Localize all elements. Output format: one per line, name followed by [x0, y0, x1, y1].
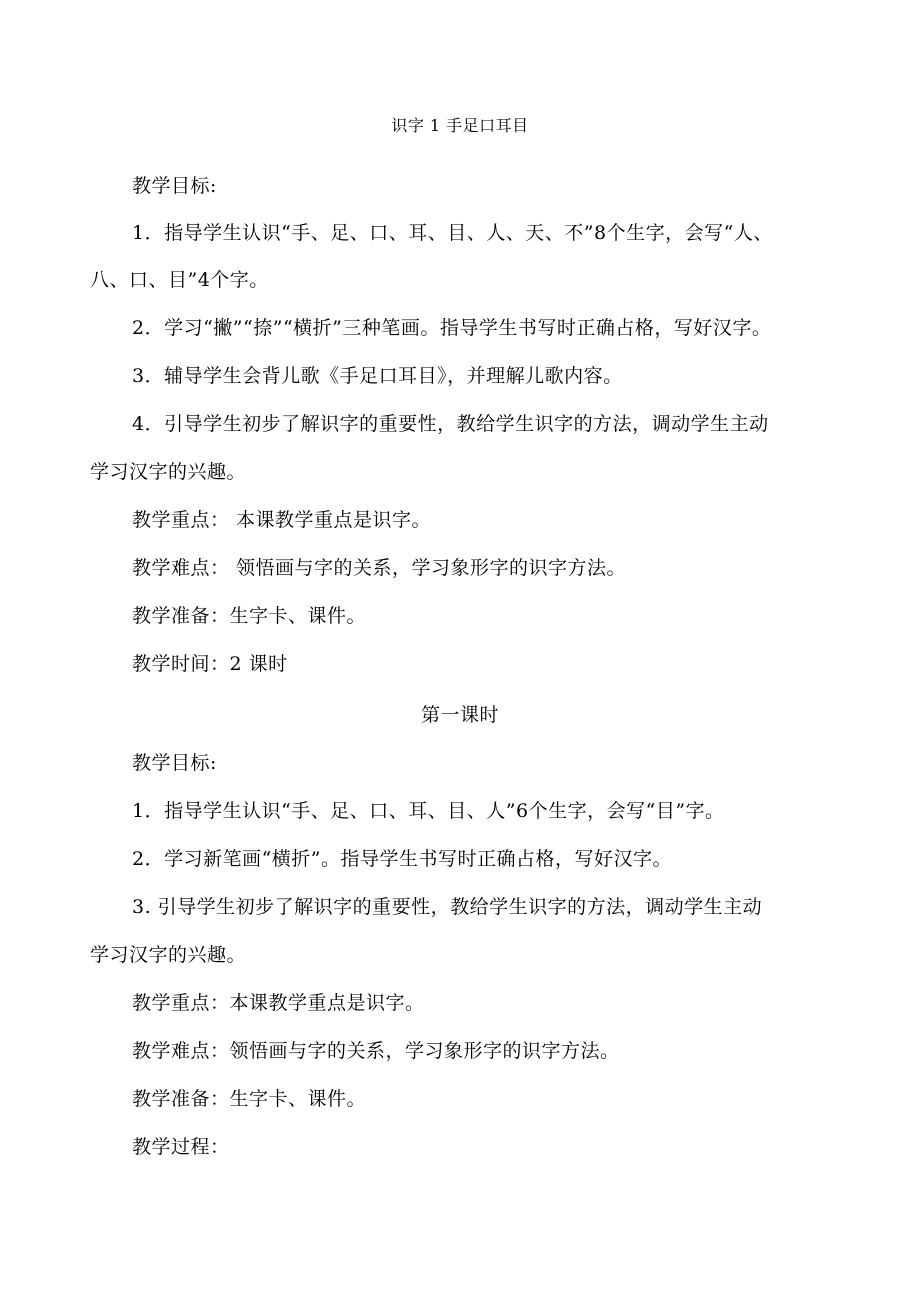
- lesson-1-objective-3-line-2: 学习汉字的兴趣。: [90, 944, 247, 966]
- preparation: 教学准备：生字卡、课件。: [132, 605, 367, 627]
- key-point: 教学重点： 本课教学重点是识字。: [132, 509, 432, 531]
- lesson-1-objective-3-line-1: 3. 引导学生初步了解识字的重要性，教给学生识字的方法，调动学生主动: [132, 896, 763, 918]
- objective-4-line-2: 学习汉字的兴趣。: [90, 461, 247, 483]
- objective-4-line-1: 4．引导学生初步了解识字的重要性，教给学生识字的方法，调动学生主动: [132, 413, 769, 435]
- lesson-1-objective-1: 1．指导学生认识“手、足、口、耳、目、人”6个生字，会写“目”字。: [132, 800, 725, 822]
- difficulty: 教学难点： 领悟画与字的关系，学习象形字的识字方法。: [132, 557, 627, 579]
- lesson-1-preparation: 教学准备：生字卡、课件。: [132, 1088, 367, 1110]
- lesson-1-key-point: 教学重点：本课教学重点是识字。: [132, 992, 425, 1014]
- objective-3: 3．辅导学生会背儿歌《手足口耳目》，并理解儿歌内容。: [132, 365, 623, 387]
- objectives-heading: 教学目标:: [132, 175, 217, 197]
- lesson-1-objective-2: 2．学习新笔画“横折”。指导学生书写时正确占格，写好汉字。: [132, 848, 673, 870]
- teaching-time: 教学时间：2 课时: [132, 653, 288, 675]
- objective-1-line-1: 1．指导学生认识“手、足、口、耳、目、人、天、不”8个生字，会写“人、: [132, 222, 773, 244]
- objective-1-line-2: 八、口、目”4个字。: [90, 269, 269, 291]
- objective-2: 2．学习“撇”“捺”“横折”三种笔画。指导学生书写时正确占格，写好汉字。: [132, 317, 772, 339]
- document-title: 识字 1 手足口耳目: [391, 116, 529, 135]
- lesson-1-objectives-heading: 教学目标:: [132, 752, 217, 774]
- lesson-1-heading: 第一课时: [420, 704, 499, 726]
- lesson-1-difficulty: 教学难点：领悟画与字的关系，学习象形字的识字方法。: [132, 1040, 620, 1062]
- lesson-1-process: 教学过程：: [132, 1136, 230, 1158]
